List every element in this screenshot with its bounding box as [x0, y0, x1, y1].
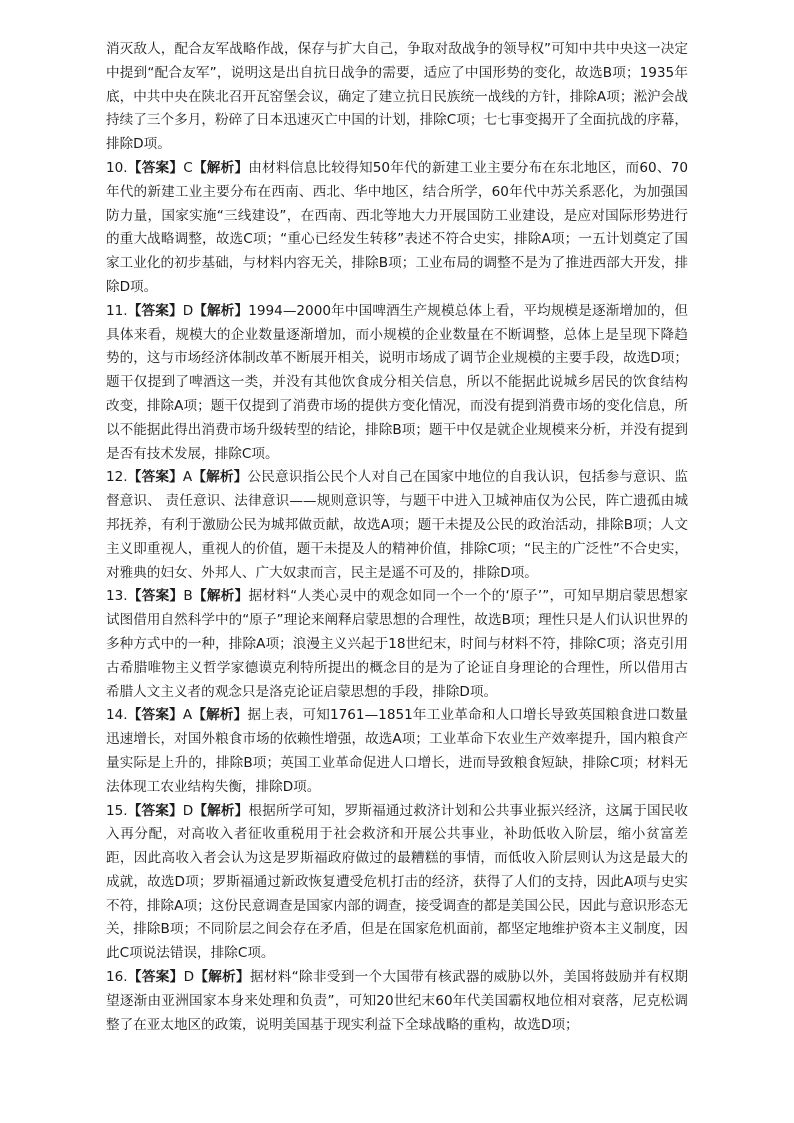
- answer-tag: 【答案】: [127, 969, 184, 986]
- answer-letter: D: [182, 802, 194, 819]
- answer-letter: C: [183, 159, 193, 176]
- paragraph-text: 据材料“除非受到一个大国带有核武器的威胁以外，美国将鼓励并有权期望逐渐由亚洲国家本身来处理和负责”，可知20世纪末60年代美国霸权地位相对衰落，尼克松调整了在亚太地区的政策，说明美国基于现实利益下全球战略的重构，故选D项；: [106, 969, 689, 1033]
- answer-tag: 【答案】: [127, 802, 183, 819]
- paragraph-text: 据材料“人类心灵中的观念如同一个一个的‘原子’”，可知早期启蒙思想家试图借用自然科学中的“原子”理论来阐释启蒙思想的合理性，故选B项；理性只是人们认识世界的多种方式中的一种，排除A项；浪漫主义兴起于18世纪末，时间与材料不符，排除C项；洛克引用古希腊唯物主义哲学家德谟克利特所提出的概念目的是为了论证自身理论的合理性，所以借用古希腊人文主义者的观念只是洛克论证启蒙思想的手段，排除D项。: [106, 588, 689, 700]
- question-number: 13.: [106, 588, 128, 605]
- analysis-tag: 【解析】: [193, 802, 249, 819]
- answer-letter: D: [182, 302, 194, 319]
- paragraph-answer-14: [106, 704, 688, 799]
- paragraph-answer-10: [106, 157, 688, 300]
- analysis-tag: 【解析】: [192, 588, 249, 605]
- analysis-tag: 【解析】: [192, 469, 248, 486]
- paragraph-9-continuation: [106, 38, 688, 157]
- paragraph-text: 由材料信息比较得知50年代的新建工业主要分布在东北地区，而60、70年代的新建工业主要分布在西南、西北、华中地区，结合所学，60年代中苏关系恶化，为加强国防力量，国家实施“三线建设”，在西南、西北等地大力开展国防工业建设，是应对国际形势进行的重大战略调整，故选C项；“重心已经发生转移”表述不符合史实，排除A项；一五计划奠定了国家工业化的初步基础，与材料内容无关，排除B项；工业布局的调整不是为了推进西部大开发，排除D项。: [106, 159, 689, 295]
- question-number: 11.: [106, 302, 128, 319]
- paragraph-text: 据上表，可知1761—1851年工业革命和人口增长导致英国粮食进口数量迅速增长，对国外粮食市场的依赖性增强，故选A项；工业革命下农业生产效率提升，国内粮食产量实际是上升的，排除B项；英国工业革命促进人口增长，进而导致粮食短缺，排除C项；材料无法体现工农业结构失衡，排除D项。: [106, 707, 689, 795]
- answer-tag: 【答案】: [127, 707, 183, 724]
- answer-letter: A: [182, 707, 193, 724]
- paragraph-text: 公民意识指公民个人对自己在国家中地位的自我认识，包括参与意识、监督意识、 责任意识、法律意识——规则意识等，与题干中进入卫城神庙仅为公民，阵亡遗孤由城邦抚养，有利于激励公民为城邦做贡献，故选A项；题干未提及公民的政治活动，排除B项；人文主义即重视人，重视人的价值，题干未提及人的精神价值，排除C项；“民主的广泛性”不合史实，对雅典的妇女、外邦人、广大奴隶而言，民主是遥不可及的，排除D项。: [106, 469, 689, 581]
- question-number: 12.: [106, 469, 128, 486]
- paragraph-answer-16: [106, 966, 688, 1037]
- paragraph-answer-11: [106, 300, 688, 467]
- paragraph-text: 根据所学可知，罗斯福通过救济计划和公共事业振兴经济，这属于国民收入再分配，对高收入者征收重税用于社会救济和开展公共事业，补助低收入阶层，缩小贫富差距，因此高收入者会认为这是罗斯福政府做过的最糟糕的事情，而低收入阶层则认为这是最大的成就，故选D项；罗斯福通过新政恢复遭受危机打击的经济，获得了人们的支持，因此A项与史实不符，排除A项；这份民意调查是国家内部的调查，接受调查的都是美国公民，因此与意识形态无关，排除B项；不同阶层之间会存在矛盾，但是在国家危机面前，都坚定地维护资本主义制度，因此C项说法错误，排除C项。: [106, 802, 689, 962]
- answer-letter: B: [183, 588, 193, 605]
- answer-tag: 【答案】: [127, 302, 183, 319]
- question-number: 10.: [106, 159, 128, 176]
- question-number: 16.: [106, 969, 128, 986]
- paragraph-text: 1994—2000年中国啤酒生产规模总体上看，平均规模是逐渐增加的，但具体来看，规模大的企业数量逐渐增加，而小规模的企业数量在不断调整，总体上是呈现下降趋势的，这与市场经济体制改革不断展开相关，说明市场成了调节企业规模的主要手段，故选D项；题干仅提到了啤酒这一类，并没有其他饮食成分相关信息，所以不能据此说城乡居民的饮食结构改变，排除A项；题干仅提到了消费市场的提供方变化情况，而没有提到消费市场的变化信息，所以不能据此得出消费市场升级转型的结论，排除B项；题干中仅是就企业规模来分析，并没有提到是否有技术发展，排除C项。: [106, 302, 688, 462]
- analysis-tag: 【解析】: [192, 159, 249, 176]
- question-number: 15.: [106, 802, 128, 819]
- answer-letter: A: [182, 469, 193, 486]
- analysis-tag: 【解析】: [194, 969, 250, 986]
- answer-tag: 【答案】: [127, 159, 184, 176]
- paragraph-answer-15: [106, 800, 688, 967]
- answer-letter: D: [183, 969, 195, 986]
- analysis-tag: 【解析】: [193, 302, 249, 319]
- document-page: [106, 38, 688, 1037]
- answer-tag: 【答案】: [127, 469, 183, 486]
- paragraph-text: 消灭敌人，配合友军战略作战，保存与扩大自己，争取对敌战争的领导权”可知中共中央这一决定中提到“配合友军”，说明这是出自抗日战争的需要，适应了中国形势的变化，故选B项；1935年底，中共中央在陕北召开瓦窑堡会议，确定了建立抗日民族统一战线的方针，排除A项；淞沪会战持续了三个多月，粉碎了日本迅速灭亡中国的计划，排除C项；七七事变揭开了全面抗战的序幕，排除D项。: [106, 41, 688, 153]
- answer-tag: 【答案】: [127, 588, 184, 605]
- question-number: 14.: [106, 707, 128, 724]
- analysis-tag: 【解析】: [192, 707, 248, 724]
- paragraph-answer-13: [106, 585, 688, 704]
- paragraph-answer-12: [106, 466, 688, 585]
